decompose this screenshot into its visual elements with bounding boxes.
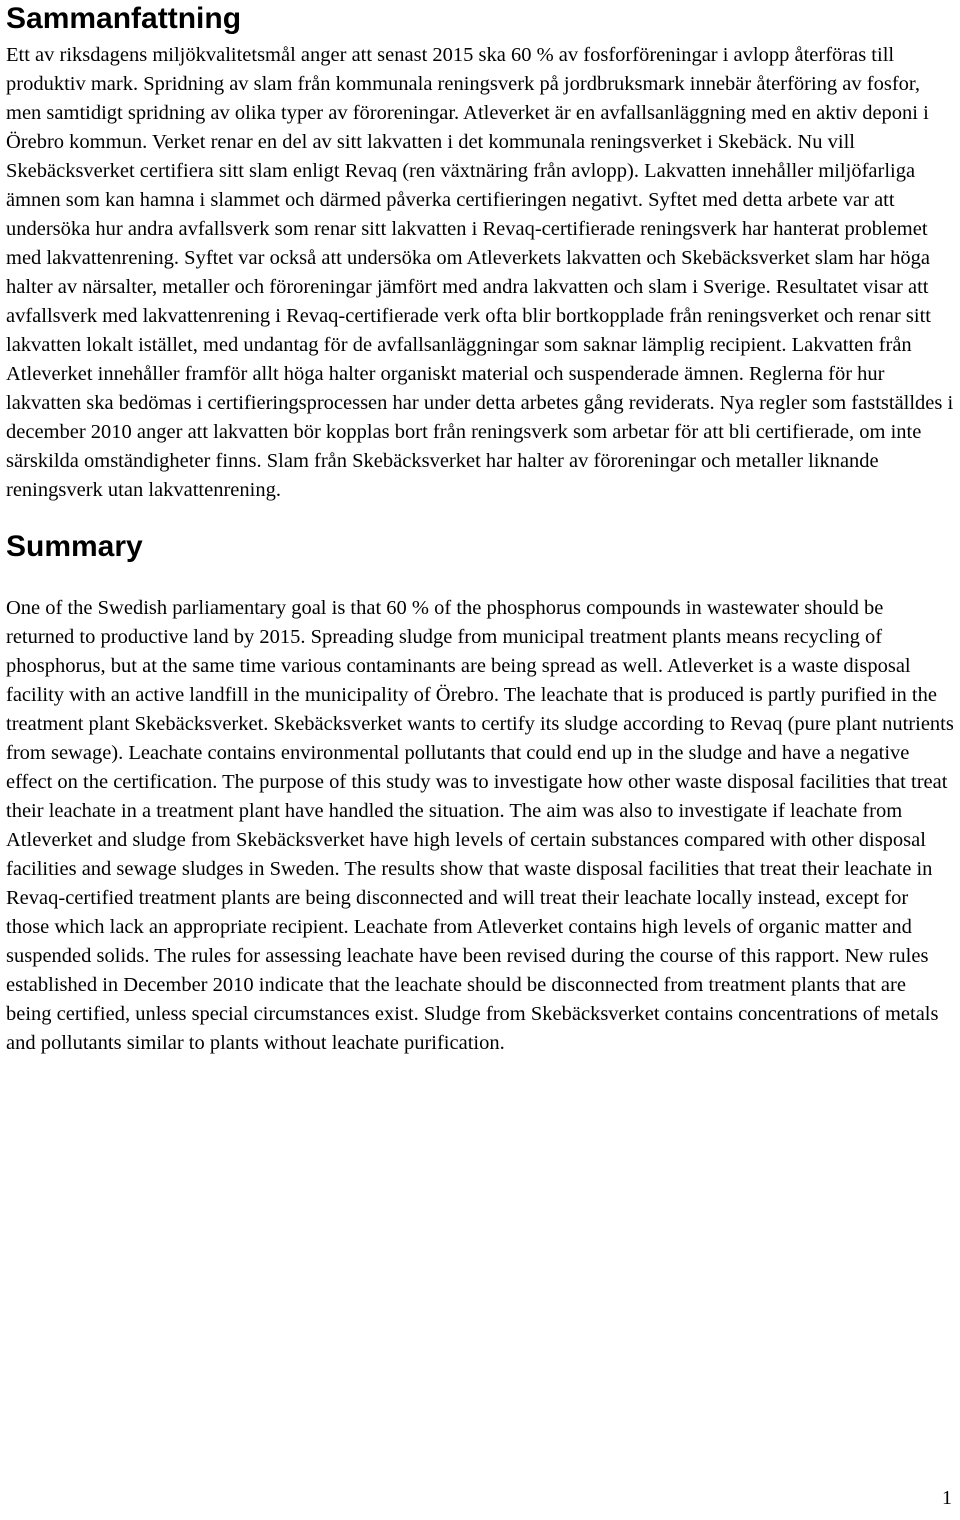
document-page [6,0,956,1058]
english-summary-heading: Summary [6,530,143,563]
swedish-summary-paragraph: Ett av riksdagens miljökvalitetsmål anger att senast 2015 ska 60 % av fosforföreningar i avlopp återföras till produktiv mark. Spridning av slam från kommunala reningsverk på jordbruksmark innebär återföring av fosfor, men samtidigt spridning av olika typer av föroreningar. Atleverket är en avfallsanläggning med en aktiv deponi i Örebro kommun. Verket renar en del av sitt lakvatten i det kommunala reningsverket i Skebäck. Nu vill Skebäcksverket certifiera sitt slam enligt Revaq (ren växtnäring från avlopp). Lakvatten innehåller miljöfarliga ämnen som kan hamna i slammet och därmed påverka certifieringen negativt. Syftet med detta arbete var att undersöka hur andra avfallsverk som renar sitt lakvatten i Revaq-certifierade reningsverk har hanterat problemet med lakvattenrening. Syftet var också att undersöka om Atleverkets lakvatten och Skebäcksverket slam har höga halter av närsalter, metaller och föroreningar jämfört med andra lakvatten och slam i Sverige. Resultatet visar att avfallsverk med lakvattenrening i Revaq-certifierade verk ofta blir bortkopplade från reningsverket och renar sitt lakvatten lokalt istället, med undantag för de avfallsanläggningar som saknar lämplig recipient. Lakvatten från Atleverket innehåller framför allt höga halter organiskt material och suspenderade ämnen. Reglerna för hur lakvatten ska bedömas i certifieringsprocessen har under detta arbetes gång reviderats. Nya regler som fastställdes i december 2010 anger att lakvatten bör kopplas bort från reningsverk som arbetar för att bli certifierade, om inte särskilda omständigheter finns. Slam från Skebäcksverket har halter av föroreningar och metaller liknande reningsverk utan lakvattenrening. [6,44,954,501]
page-number: 1 [942,1487,952,1509]
swedish-summary-heading: Sammanfattning [6,2,242,35]
english-summary-paragraph: One of the Swedish parliamentary goal is that 60 % of the phosphorus compounds in wastewater should be returned to productive land by 2015. Spreading sludge from municipal treatment plants means recycling of phosphorus, but at the same time various contaminants are being spread as well. Atleverket is a waste disposal facility with an active landfill in the municipality of Örebro. The leachate that is produced is partly purified in the treatment plant Skebäcksverket. Skebäcksverket wants to certify its sludge according to Revaq (pure plant nutrients from sewage). Leachate contains environmental pollutants that could end up in the sludge and have a negative effect on the certification. The purpose of this study was to investigate how other waste disposal facilities that treat their leachate in a treatment plant have handled the situation. The aim was also to investigate if leachate from Atleverket and sludge from Skebäcksverket have high levels of certain substances compared with other disposal facilities and sewage sludges in Sweden. The results show that waste disposal facilities that treat their leachate in Revaq-certified treatment plants are being disconnected and will treat their leachate locally instead, except for those which lack an appropriate recipient. Leachate from Atleverket contains high levels of organic matter and suspended solids. The rules for assessing leachate have been revised during the course of this rapport. New rules established in December 2010 indicate that the leachate should be disconnected from treatment plants that are being certified, unless special circumstances exist. Sludge from Skebäcksverket contains concentrations of metals and pollutants similar to plants without leachate purification. [6,597,954,1054]
